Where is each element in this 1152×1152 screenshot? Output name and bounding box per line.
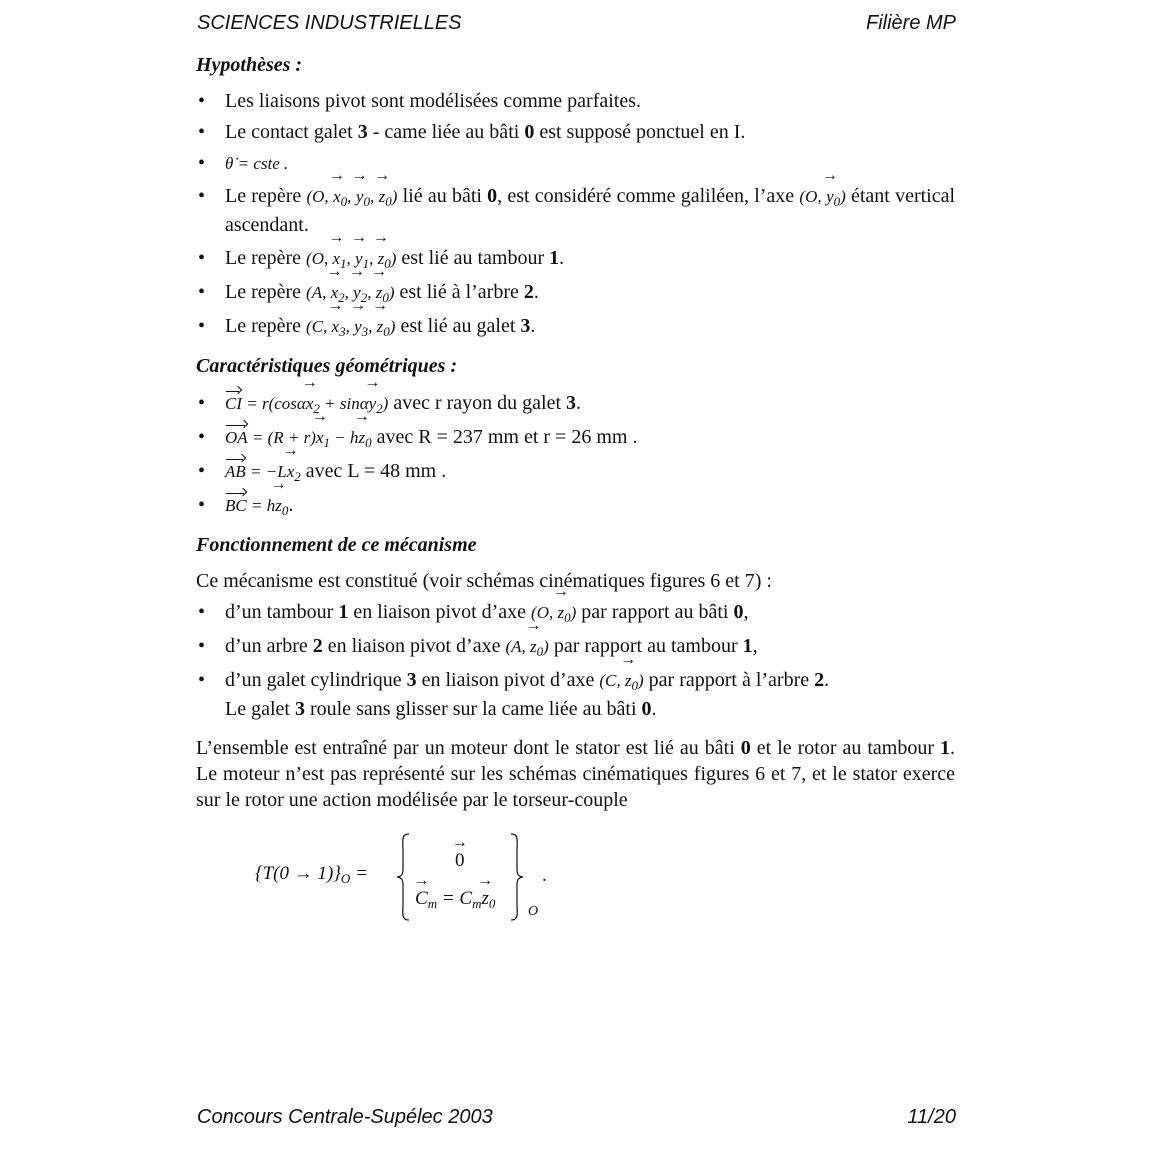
geometrie-list xyxy=(196,389,955,520)
hypotheses-list xyxy=(196,88,955,341)
frame-0-formula: (O, → $x_0$, → $y_0$, → $z_0$) xyxy=(306,187,397,206)
section-title-hypotheses: Hypothèses : xyxy=(196,54,303,76)
vector-ab-formula: AB = $-L\to x_2$ xyxy=(225,462,301,481)
frame-1-formula: (O, → $x_1$, → $y_1$, → $z_0$) xyxy=(306,249,396,268)
list-item: • Le repère (A, → $x_2$, → $y_2$, → $z_0$) est lié à l’arbre 2. xyxy=(196,278,955,307)
footer-contest: Concours Centrale-Supélec 2003 xyxy=(197,1106,493,1128)
torseur-period: . xyxy=(542,865,547,886)
frame-2-formula: (A, → $x_2$, → $y_2$, → $z_0$) xyxy=(306,283,394,302)
axis-o-z0-formula: (O, → $z_0$) xyxy=(531,603,576,622)
list-item: • d’un galet cylindrique 3 en liaison pivot d’axe (C, → $z_0$) par rapport à l’arbre 2. Le galet 3 roule sans glisser sur la came liée au bâti 0. xyxy=(196,666,955,723)
list-item: • OA = $(R + r)\to x_1 - h\to z_0$ avec R = 237 mm et r = 26 mm . xyxy=(196,423,955,452)
list-item: • Le contact galet 3 - came liée au bâti 0 est supposé ponctuel en I. xyxy=(198,121,746,143)
vector-ci-formula: CI = $r(\cos\alpha\to x_2 + \sin\alpha\to y_2)$ xyxy=(225,394,388,413)
motor-paragraph: L’ensemble est entraîné par un moteur dont le stator est lié au bâti 0 et le rotor au tambour 1. Le moteur n’est pas représenté sur les schémas cinématiques figures 6 et 7, et le stator exerce sur le rotor une action modélisée par le torseur-couple xyxy=(196,737,956,811)
header-title: SCIENCES INDUSTRIELLES xyxy=(197,12,462,34)
left-brace-icon xyxy=(395,832,411,922)
list-item: • d’un arbre 2 en liaison pivot d’axe (A, → $z_0$) par rapport au tambour 1, xyxy=(196,632,955,661)
vector-bc-formula: BC = $h\to z_0$ xyxy=(225,496,288,515)
bullet-icon: • xyxy=(198,152,206,174)
axis-y0-formula: (O, → $y_0$) xyxy=(799,187,845,206)
list-item: • CI = $r(\cos\alpha\to x_2 + \sin\alpha\to y_2)$ avec r rayon du galet 3. xyxy=(196,389,955,418)
bullet-icon: • xyxy=(198,635,206,657)
fonctionnement-list xyxy=(196,598,955,723)
bullet-icon: • xyxy=(198,601,206,623)
list-item: • AB = $-L\to x_2$ avec L = 48 mm . xyxy=(196,457,955,486)
torseur-moment: → $C_m = C_m\to z_0$ xyxy=(415,888,495,910)
bullet-icon: • xyxy=(198,185,206,207)
bullet-icon: • xyxy=(198,281,206,303)
bullet-icon: • xyxy=(198,315,206,337)
bullet-icon: • xyxy=(198,247,206,269)
list-item: • d’un tambour 1 en liaison pivot d’axe (O, → $z_0$) par rapport au bâti 0, xyxy=(196,598,955,627)
footer-page-number: 11/20 xyxy=(907,1106,956,1128)
section-title-fonctionnement: Fonctionnement de ce mécanisme xyxy=(196,534,477,556)
header-program: Filière MP xyxy=(865,12,956,34)
intro-paragraph: Ce mécanisme est constitué (voir schémas cinématiques figures 6 et 7) : xyxy=(196,570,772,592)
theta-dot-formula: θ̇ = cste . xyxy=(225,154,289,173)
torseur-lhs: $\{T(0 \to 1)\}_O$ = xyxy=(255,863,368,886)
list-item xyxy=(196,150,955,177)
bullet-icon: • xyxy=(198,90,206,112)
torseur-formula xyxy=(255,832,575,927)
bullet-icon: • xyxy=(198,121,206,143)
bullet-icon: • xyxy=(198,392,206,414)
axis-c-z0-formula: (C, → $z_0$) xyxy=(599,671,643,690)
bullet-icon: • xyxy=(198,426,206,448)
list-item: • Le repère (O, → $x_0$, → $y_0$, → $z_0$) lié au bâti 0, est considéré comme galiléen, l’axe (O, → $y_0$) étant vertical ascendant. xyxy=(196,182,955,239)
frame-3-formula: (C, → $x_3$, → $y_3$, → $z_0$) xyxy=(306,317,395,336)
torseur-point-label: O xyxy=(528,904,539,919)
list-item: • BC = $h\to z_0$. xyxy=(196,491,955,520)
section-title-geometrie: Caractéristiques géométriques : xyxy=(196,355,458,377)
list-item: • Le repère (C, → $x_3$, → $y_3$, → $z_0$) est lié au galet 3. xyxy=(196,312,955,341)
axis-a-z0-formula: (A, → $z_0$) xyxy=(505,637,548,656)
bullet-icon: • xyxy=(198,669,206,691)
bullet-icon: • xyxy=(198,494,206,516)
page-content xyxy=(196,52,955,823)
vector-oa-formula: OA = $(R + r)\to x_1 - h\to z_0$ xyxy=(225,428,372,447)
torseur-resultant: → 0 xyxy=(455,850,465,872)
right-brace-icon xyxy=(509,832,525,922)
list-item: • Le repère (O, → $x_1$, → $y_1$, → $z_0$) est lié au tambour 1. xyxy=(196,244,955,273)
list-item: • Les liaisons pivot sont modélisées comme parfaites. xyxy=(198,90,642,112)
bullet-icon: • xyxy=(198,460,206,482)
